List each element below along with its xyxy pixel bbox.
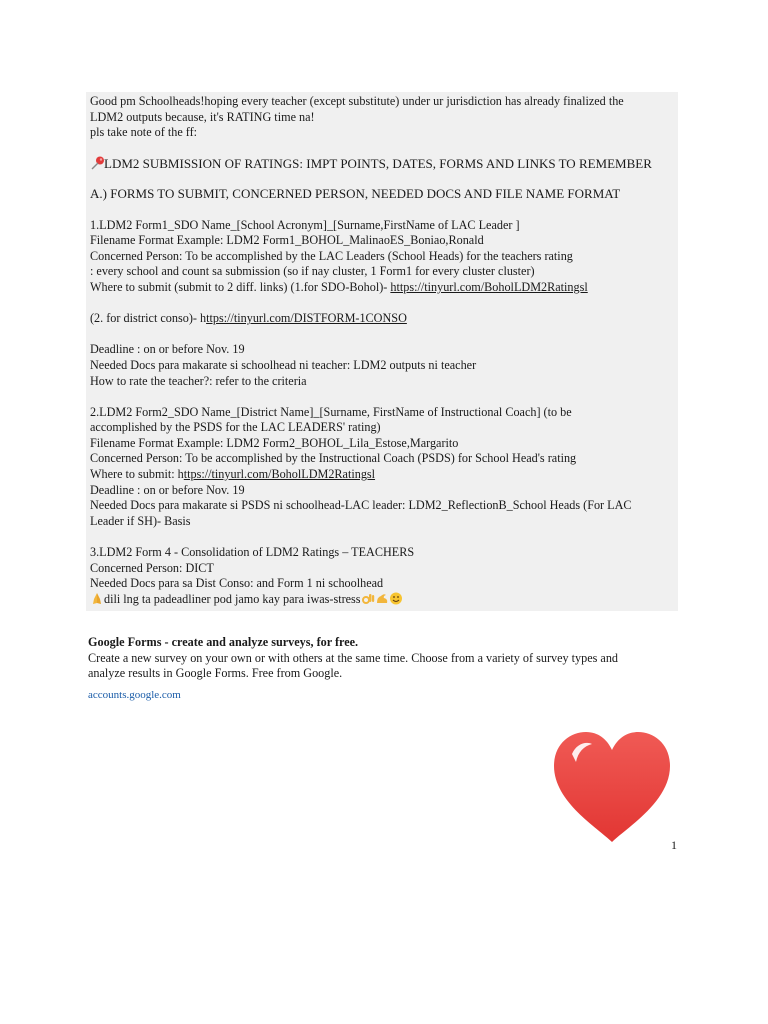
form2-link[interactable]: ttps://tinyurl.com/BoholLDM2Ratingsl (183, 467, 376, 482)
closing-text: dili lng ta padeadliner pod jamo kay para iwas-stress (104, 591, 361, 606)
preview-description-2: analyze results in Google Forms. Free from Google. (88, 666, 343, 681)
sdo-bohol-link[interactable]: https://tinyurl.com/BoholLDM2Ratingsl (390, 279, 588, 294)
form1-where (90, 280, 674, 296)
form1-filename: Filename Format Example: LDM2 Form1_BOHOL_MalinaoES_Boniao,Ronald (90, 233, 484, 248)
intro-line-3: pls take note of the ff: (90, 125, 198, 140)
section-a-heading: A.) FORMS TO SUBMIT, CONCERNED PERSON, NEEDED DOCS AND FILE NAME FORMAT (90, 186, 621, 202)
preview-title[interactable]: Google Forms - create and analyze surveys, for free. (88, 635, 359, 649)
preview-domain[interactable]: accounts.google.com (88, 688, 181, 701)
ok-hand-icon (361, 592, 375, 605)
pushpin-icon (90, 156, 104, 169)
form2-concerned: Concerned Person: To be accomplished by the Instructional Coach (PSDS) for School Head's rating (90, 451, 577, 466)
form2-where (90, 467, 674, 483)
heart-icon (550, 730, 674, 846)
form2-where-text: Where to submit: h (90, 467, 184, 482)
form1-district (90, 311, 674, 327)
flexed-biceps-icon (375, 592, 389, 605)
link-preview-card[interactable] (88, 635, 678, 703)
main-heading (90, 156, 674, 172)
form2-deadline: Deadline : on or before Nov. 19 (90, 482, 245, 497)
form4-needed-docs: Needed Docs para sa Dist Conso: and Form 1 ni schoolhead (90, 576, 384, 591)
form1-deadline: Deadline : on or before Nov. 19 (90, 342, 245, 357)
preview-description-1: Create a new survey on your own or with others at the same time. Choose from a variety of survey types and (88, 650, 619, 665)
form1-concerned: Concerned Person: To be accomplished by the LAC Leaders (School Heads) for the teachers rating (90, 248, 573, 263)
district-conso-link[interactable]: ttps://tinyurl.com/DISTFORM-1CONSO (206, 311, 407, 326)
page-number: 1 (671, 838, 677, 852)
form4-concerned: Concerned Person: DICT (90, 560, 214, 575)
form2-title: 2.LDM2 Form2_SDO Name_[District Name]_[Surname, FirstName of Instructional Coach] (to be (90, 404, 572, 419)
heading-text: LDM2 SUBMISSION OF RATINGS: IMPT POINTS, DATES, FORMS AND LINKS TO REMEMBER (104, 155, 652, 171)
intro-line-2: LDM2 outputs because, it's RATING time na! (90, 109, 315, 124)
form1-title: 1.LDM2 Form1_SDO Name_[School Acronym]_[Surname,FirstName of LAC Leader ] (90, 217, 520, 232)
smiling-face-icon (389, 592, 403, 605)
form2-title-cont: accomplished by the PSDS for the LAC LEADERS' rating) (90, 420, 381, 435)
form2-filename: Filename Format Example: LDM2 Form2_BOHOL_Lila_Estose,Margarito (90, 435, 459, 450)
closing-line (90, 592, 674, 608)
form4-title: 3.LDM2 Form 4 - Consolidation of LDM2 Ratings – TEACHERS (90, 545, 415, 560)
form1-how-to-rate: How to rate the teacher?: refer to the criteria (90, 373, 307, 388)
praying-hands-icon (90, 592, 104, 605)
form1-concerned-cont: : every school and count sa submission (so if nay cluster, 1 Form1 for every cluster cluster) (90, 264, 535, 279)
form2-needed-docs: Needed Docs para makarate si PSDS ni schoolhead-LAC leader: LDM2_ReflectionB_School Heads (For LAC (90, 498, 632, 513)
form1-where-text: Where to submit (submit to 2 diff. links) (1.for SDO-Bohol)- (90, 279, 391, 294)
form1-district-text: (2. for district conso)- h (90, 311, 207, 326)
message-block (86, 92, 678, 611)
form2-needed-docs-cont: Leader if SH)- Basis (90, 513, 191, 528)
form1-needed-docs: Needed Docs para makarate si schoolhead ni teacher: LDM2 outputs ni teacher (90, 357, 477, 372)
intro-line-1: Good pm Schoolheads!hoping every teacher (except substitute) under ur jurisdiction has already finalized the (90, 94, 624, 108)
